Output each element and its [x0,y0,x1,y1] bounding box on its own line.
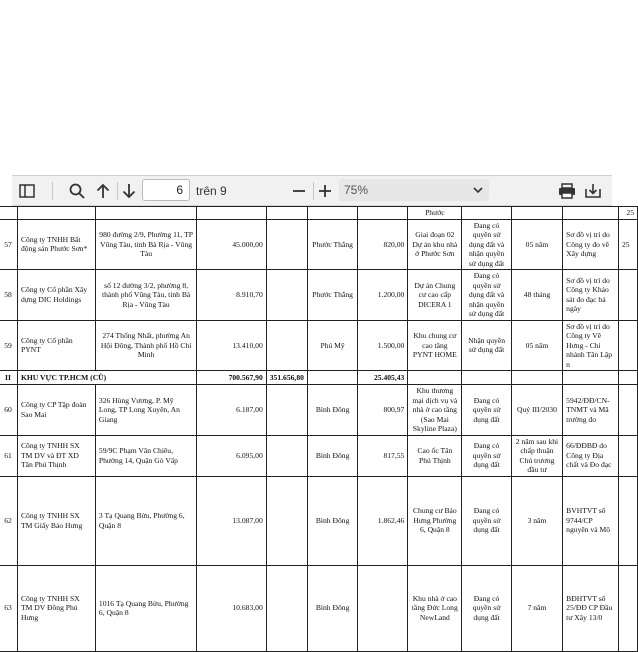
table-cell [266,565,307,651]
table-cell: 1.200,00 [358,270,408,321]
table-cell [462,207,511,220]
table-cell [266,435,307,476]
chevron-down-icon [473,179,483,208]
table-cell: Đang có quyền sử dụng đất [462,476,511,565]
table-cell: số 12 đường 3/2, phường 8, thành phố Vũng Tàu, tỉnh Bà Rịa - Vũng Tàu [95,270,196,321]
table-cell [511,207,562,220]
table-cell: Đang có quyền sử dụng đất và nhận quyền sử dụng đất [462,270,511,321]
table-cell: Phước [408,207,462,220]
table-cell: 351.656,80 [266,371,307,385]
table-row [0,385,638,436]
table-cell: Công ty Cổ phần PYNT [17,320,95,371]
table-cell: Nhận quyền sử dụng đất [462,320,511,371]
table-cell: 817,55 [358,435,408,476]
table-cell: Sơ đồ vị trí do Công ty đo vẽ Xây dựng [563,219,619,270]
table-cell [358,207,408,220]
table-cell [618,270,637,321]
table-cell: Khu nhà ở cao tầng Đức Long NewLand [408,565,462,651]
table-cell [563,207,619,220]
table-cell [266,219,307,270]
table-row [0,219,638,270]
table-cell: 1.500,00 [358,320,408,371]
table-cell: 05 năm [511,219,562,270]
table-cell: Cao ốc Tân Phú Thịnh [408,435,462,476]
search-icon[interactable] [66,179,88,203]
table-cell: Công ty Cổ phần Xây dựng DIC Holdings [17,270,95,321]
land-plots-table [0,206,638,652]
table-cell: 2 năm sau khi chấp thuận Chủ trương đầu tư [511,435,562,476]
table-cell: 6.187,00 [197,385,266,436]
table-cell: 57 [0,219,17,270]
table-cell [618,476,637,565]
table-cell: 25 [618,207,637,220]
table-cell: 05 năm [511,320,562,371]
zoom-out-icon[interactable] [288,179,310,203]
table-cell [197,207,266,220]
table-cell: 60 [0,385,17,436]
table-cell: 800,97 [358,385,408,436]
table-cell: II [0,371,17,385]
table-row [0,270,638,321]
table-cell: Sơ đồ vị trí do Công ty Khảo sát đo đạc bả ngày [563,270,619,321]
table-row [0,565,638,651]
table-section-row [0,371,638,385]
table-cell: 59/9C Phạm Văn Chiêu, Phường 14, Quận Gò Vấp [95,435,196,476]
table-cell: Bình Đông [307,435,357,476]
table-cell [618,565,637,651]
table-cell: Công ty CP Tập đoàn Sao Mai [17,385,95,436]
table-cell: Khu thương mại dịch vụ và nhà ở cao tầng (Sao Mai Skyline Plaza) [408,385,462,436]
download-icon[interactable] [582,179,604,203]
table-cell: Sơ đồ vị trí do Công ty Vẽ Hưng - Chi nhánh Tân Lập n [563,320,619,371]
table-cell: 13.410,00 [197,320,266,371]
table-cell [17,207,95,220]
table-cell [266,320,307,371]
zoom-select[interactable] [339,179,489,201]
table-cell: 1.862,46 [358,476,408,565]
table-cell: 13.087,00 [197,476,266,565]
table-cell: 8.910,70 [197,270,266,321]
table-cell [266,476,307,565]
table-cell [95,207,196,220]
pdf-toolbar [12,176,612,206]
table-cell [0,207,17,220]
zoom-in-icon[interactable] [314,179,336,203]
table-cell [266,385,307,436]
table-row [0,207,638,220]
table-cell: Đang có quyền sử dụng đất [462,435,511,476]
table-cell: 980 đường 2/9, Phường 11, TP Vũng Tàu, tỉnh Bà Rịa - Vũng Tàu [95,219,196,270]
table-cell: Công ty TNHH SX TM DV Đồng Phú Hưng [17,565,95,651]
table-cell: Khu chung cư cao tầng PYNT HOME [408,320,462,371]
table-cell: Đang có quyền sử dụng đất [462,385,511,436]
table-cell: 5942/ĐĐ/CN-TNMT và Mã trường đo [563,385,619,436]
table-cell [618,371,637,385]
table-cell: Bình Đông [307,565,357,651]
table-cell [618,435,637,476]
table-cell: Công ty TNHH SX TM Giấy Bảo Hưng [17,476,95,565]
table-cell: 45.000,00 [197,219,266,270]
table-cell: Bình Đông [307,385,357,436]
page-total: trên 9 [196,184,227,198]
table-cell [408,371,462,385]
table-cell: 48 tháng [511,270,562,321]
table-cell [358,565,408,651]
table-cell: Bình Đông [307,476,357,565]
table-cell: Giai đoạn 02 Dự án khu nhà ở Phước Sơn [408,219,462,270]
table-cell: 3 Tạ Quang Bửu, Phường 6, Quận 8 [95,476,196,565]
table-cell: Chung cư Bảo Hưng Phường 6, Quận 8 [408,476,462,565]
table-cell: Công ty TNHH SX TM DV và ĐT XD Tân Phú Thịnh [17,435,95,476]
table-cell: Phú Mỹ [307,320,357,371]
table-cell [618,320,637,371]
table-cell [266,270,307,321]
table-cell: 61 [0,435,17,476]
pdf-page [0,206,638,622]
table-cell: 59 [0,320,17,371]
table-cell: 25 [618,219,637,270]
table-cell: 58 [0,270,17,321]
arrow-up-icon[interactable] [92,179,114,203]
page-number-input[interactable] [142,179,190,201]
table-cell: 3 năm [511,476,562,565]
table-cell [563,371,619,385]
table-row [0,320,638,371]
table-cell: 6.095,00 [197,435,266,476]
sidebar-icon[interactable] [16,179,38,203]
arrow-down-icon[interactable] [118,179,140,203]
table-cell: Phước Thắng [307,219,357,270]
table-cell: 62 [0,476,17,565]
table-cell: 820,00 [358,219,408,270]
table-cell: Công ty TNHH Bất động sản Phước Sơn* [17,219,95,270]
pdf-viewer [4,175,634,622]
zoom-value: 75% [344,183,369,197]
table-cell: Quý III/2030 [511,385,562,436]
table-cell: 274 Thống Nhất, phường An Hội Đông, Thành phố Hồ Chí Minh [95,320,196,371]
table-cell: 66/ĐĐBĐ do Công ty Địa chất và Đo đạc [563,435,619,476]
table-row [0,435,638,476]
table-cell [307,207,357,220]
table-cell [511,371,562,385]
toolbar-divider [52,182,53,200]
table-cell: 700.567,90 [197,371,266,385]
table-cell: BVHTVT số 9744/CP nguyên và Mô [563,476,619,565]
table-cell: 326 Hùng Vương, P. Mỹ Long, TP Long Xuyên, An Giang [95,385,196,436]
table-cell [307,371,357,385]
table-cell: 1016 Tạ Quang Bửu, Phường 6, Quận 8 [95,565,196,651]
table-cell: BĐHTVT số 25/ĐĐ CP Đầu tư Xây 13/0 [563,565,619,651]
print-icon[interactable] [556,179,578,203]
table-row [0,476,638,565]
table-cell: Dự án Chung cư cao cấp DICERA 1 [408,270,462,321]
table-cell [618,385,637,436]
table-cell [266,207,307,220]
table-cell: Đang có quyền sử dụng đất [462,565,511,651]
table-cell: 25.405,43 [358,371,408,385]
table-cell: 7 năm [511,565,562,651]
table-cell [462,371,511,385]
table-cell: Đang có quyền sử dụng đất và nhận quyền sử dụng đất [462,219,511,270]
table-cell: 10.683,00 [197,565,266,651]
table-cell: KHU VỰC TP.HCM (CŨ) [17,371,196,385]
table-cell: Phước Thắng [307,270,357,321]
table-cell: 63 [0,565,17,651]
